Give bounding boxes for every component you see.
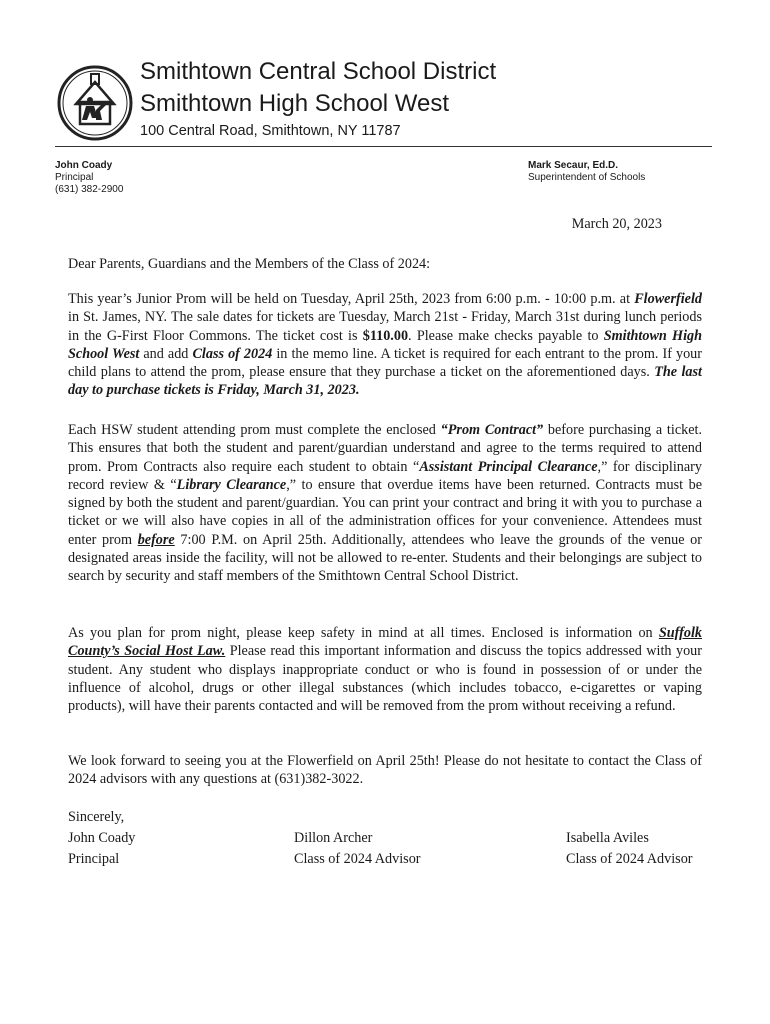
signer-name: John Coady (68, 830, 136, 846)
ap-clearance: Assistant Principal Clearance (419, 458, 598, 475)
closing: Sincerely, (68, 809, 125, 825)
text: in the memo line. A ticket is required for each entrant to the prom. If your child plans to attend the prom, please ensure that they purchase a ticket on the aforementioned days. (68, 345, 702, 381)
signature-advisor-1 (294, 829, 421, 871)
memo-line: Class of 2024 (192, 345, 273, 362)
signer-name: Dillon Archer (294, 830, 373, 846)
text: before purchasing a ticket. This ensures that both the student and parent/guardian understand and agree to the terms required to attend prom. Prom Contracts also require each student to obtain “ (68, 422, 702, 475)
text: This year’s Junior Prom will be held on Tuesday, April 25th, 2023 from 6:00 p.m. - 10:00 p.m. at (68, 291, 635, 307)
text: . Please make checks payable to (408, 327, 604, 344)
signature-advisor-2 (566, 829, 693, 871)
principal-title: Principal (55, 172, 94, 183)
superintendent-contact (528, 160, 645, 184)
text: As you plan for prom night, please keep safety in mind at all times. Enclosed is information on (68, 625, 659, 641)
text: 7:00 P.M. on April 25th. Additionally, attendees who leave the grounds of the venue or designated areas inside the facility, will not be allowed to re-enter. Students and their belongings are subject to search by security and staff members of the Smithtown Central School District. (68, 531, 702, 585)
prom-contract: “Prom Contract” (440, 422, 544, 438)
paragraph-safety (68, 624, 702, 715)
before-emphasis: before (137, 531, 175, 548)
district-logo (56, 64, 134, 142)
paragraph-prom-details (68, 290, 702, 400)
principal-name: John Coady (55, 160, 113, 171)
signer-title: Principal (68, 851, 120, 867)
check-payee: Smithtown High School West (68, 327, 703, 362)
salutation: Dear Parents, Guardians and the Members of the Class of 2024: (68, 256, 431, 272)
superintendent-name: Mark Secaur, Ed.D. (528, 160, 619, 171)
text: Please read this important information and discuss the topics addressed with your student. Any student who displays inappropriate conduct or who is found in possession of or under the influence of alcohol, drugs or other illegal substances (which includes tobacco, e-cigarettes or vaping products), will have their parents contacted and will be removed from the prom without receiving a refund. (68, 643, 702, 715)
signer-name: Isabella Aviles (566, 830, 649, 846)
text: Each HSW student attending prom must complete the enclosed (68, 422, 441, 438)
paragraph-prom-contract (68, 421, 702, 586)
school-address: 100 Central Road, Smithtown, NY 11787 (140, 123, 401, 139)
school-name: Smithtown High School West (140, 90, 450, 117)
paragraph-closing: We look forward to seeing you at the Flowerfield on April 25th! Please do not hesitate to contact the Class of 2024 advisors with any questions at (631)382-3022. (68, 753, 702, 788)
signer-title: Class of 2024 Advisor (566, 851, 693, 867)
social-host-law-link[interactable]: Suffolk County’s Social Host Law. (68, 625, 702, 660)
text: in St. James, NY. The sale dates for tickets are Tuesday, March 21st - Friday, March 31st during lunch periods in the G-First Floor Commons. The ticket cost is (68, 309, 702, 344)
header-divider (55, 146, 712, 147)
principal-contact (55, 160, 123, 196)
purchase-deadline: The last day to purchase tickets is Friday, March 31, 2023. (68, 364, 702, 399)
letter-date: March 20, 2023 (571, 216, 662, 232)
venue-name: Flowerfield (634, 291, 702, 307)
superintendent-title: Superintendent of Schools (528, 172, 646, 183)
library-clearance: Library Clearance (176, 476, 287, 493)
principal-phone: (631) 382-2900 (55, 184, 124, 195)
district-name: Smithtown Central School District (140, 58, 497, 85)
signature-principal (68, 808, 135, 871)
text: ,” for disciplinary record review & “ (68, 458, 702, 493)
text: ,” to ensure that overdue items have been returned. Contracts must be signed by both the student and parent/guardian. You can print your contract and bring it with you to purchase a ticket or we will also have copies in all of the administration offices for your convenience. Attendees must enter prom (68, 476, 702, 548)
text: and add (139, 345, 193, 362)
signer-title: Class of 2024 Advisor (294, 851, 421, 867)
ticket-cost: $110.00 (362, 327, 409, 344)
